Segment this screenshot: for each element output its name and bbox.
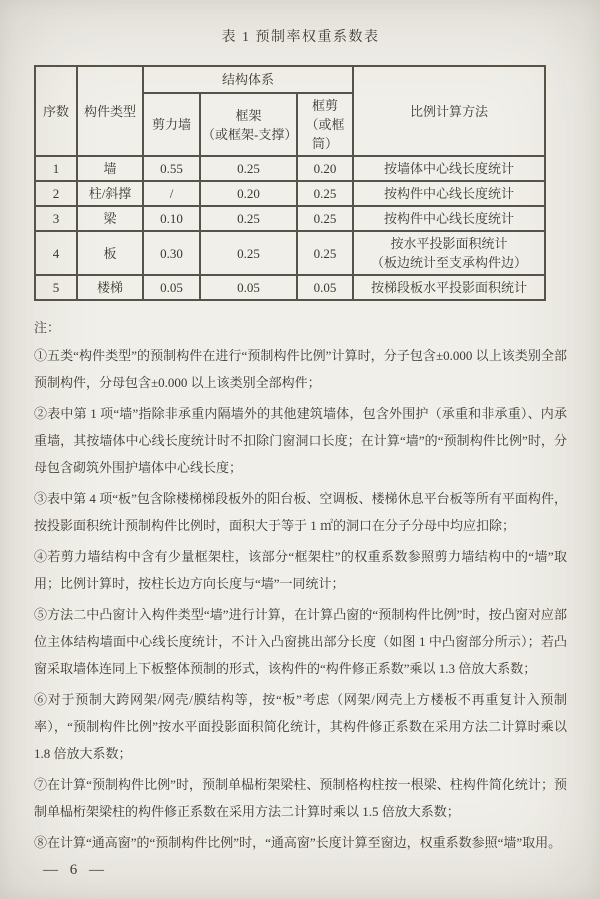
note-item: ⑧在计算“通高窗”的“预制构件比例”时，“通高窗”长度计算至窗边，权重系数参照“墙”取用。 [34,835,562,850]
page-number: — 6 — [43,862,108,878]
note-item: ⑤方法二中凸窗计入构件类型“墙”进行计算，在计算凸窗的“预制构件比例”时，按凸窗对应部位主体结构墙面中心线长度统计，不计入凸窗挑出部分长度（如图 1 中凸窗部分所示）；若凸窗采取墙体连同上下板整体预制的形式，该构件的“构件修正系数”乘以 1.3 倍放大系数； [34,607,567,676]
note-item: ①五类“构件类型”的预制构件在进行“预制构件比例”计算时，分子包含±0.000 以上该类别全部预制构件，分母包含±0.000 以上该类别全部构件； [34,348,567,390]
cell-seq: 3 [35,206,77,231]
col-header-component-type: 构件类型 [77,66,143,156]
cell-method: 按构件中心线长度统计 [353,206,545,231]
col-header-frame-shear [297,93,353,156]
cell-frame-shear: 0.25 [297,231,353,275]
col-header-frame-shear-line1: 框剪 [311,98,338,113]
note-item: ③表中第 4 项“板”包含除楼梯梯段板外的阳台板、空调板、楼梯休息平台板等所有平面构件，按投影面积统计预制构件比例时，面积大于等于 1 ㎡的洞口在分子分母中均应扣除； [34,491,567,533]
cell-seq: 5 [35,275,77,300]
cell-frame: 0.25 [200,206,297,231]
table-row [35,156,545,181]
col-header-method: 比例计算方法 [353,66,545,156]
col-header-frame [200,93,297,156]
note-item: ⑦在计算“预制构件比例”时，预制单榀桁架梁柱、预制格构柱按一根梁、柱构件简化统计；预制单榀桁架梁柱的构件修正系数在采用方法二计算时乘以 1.5 倍放大系数； [34,777,567,819]
note-item: ④若剪力墙结构中含有少量框架柱，该部分“框架柱”的权重系数参照剪力墙结构中的“墙”取用；比例计算时，按柱长边方向长度与“墙”一同统计； [34,549,567,591]
table-row [35,206,545,231]
cell-frame: 0.05 [200,275,297,300]
col-header-frame-line2: （或框架-支撑） [202,126,298,142]
page-title: 表 1 预制率权重系数表 [221,30,380,45]
col-header-seq: 序数 [35,66,77,156]
cell-frame: 0.25 [200,231,297,275]
cell-type: 楼梯 [77,275,143,300]
col-group-structure-system: 结构体系 [143,66,353,93]
note-item: ②表中第 1 项“墙”指除非承重内隔墙外的其他建筑墙体，包含外围护（承重和非承重）、内承重墙，其按墙体中心线长度统计时不扣除门窗洞口长度；在计算“墙”的“预制构件比例”时，分母包含砌筑外围护墙体中心线长度； [34,406,567,475]
cell-frame-shear: 0.05 [297,275,353,300]
table-row [35,181,545,206]
cell-method: 按梯段板水平投影面积统计 [353,275,545,300]
cell-frame: 0.25 [200,156,297,181]
col-header-frame-line1: 框架 [235,107,262,123]
cell-type: 板 [77,231,143,275]
cell-method [353,231,545,275]
cell-shear-wall: 0.10 [143,206,200,231]
cell-frame: 0.20 [200,181,297,206]
cell-seq: 4 [35,231,77,275]
cell-type: 柱/斜撑 [77,181,143,206]
cell-method: 按墙体中心线长度统计 [353,156,545,181]
notes-section [34,314,567,856]
col-header-shear-wall: 剪力墙 [143,93,200,156]
cell-frame-shear: 0.20 [297,156,353,181]
cell-frame-shear: 0.25 [297,206,353,231]
notes-label: 注： [34,320,61,335]
weight-coefficients-table [34,65,546,301]
cell-seq: 1 [35,156,77,181]
table-header-row-1 [35,66,545,93]
cell-method-line1: 按水平投影面积统计 [390,236,508,251]
cell-seq: 2 [35,181,77,206]
table-row [35,275,545,300]
cell-shear-wall: / [143,181,200,206]
cell-type: 梁 [77,206,143,231]
table-row [35,231,545,275]
cell-frame-shear: 0.25 [297,181,353,206]
cell-shear-wall: 0.55 [143,156,200,181]
cell-shear-wall: 0.30 [143,231,200,275]
col-header-frame-shear-line2: （或框筒） [305,117,345,151]
cell-method-line2: （板边统计至支承构件边） [370,255,527,270]
cell-type: 墙 [77,156,143,181]
note-item: ⑥对于预制大跨网架/网壳/膜结构等，按“板”考虑（网架/网壳上方楼板不再重复计入预制率），“预制构件比例”按水平面投影面积简化统计，其构件修正系数在采用方法二计算时乘以 1.8 倍放大系数； [34,692,567,761]
cell-shear-wall: 0.05 [143,275,200,300]
cell-method: 按构件中心线长度统计 [353,181,545,206]
